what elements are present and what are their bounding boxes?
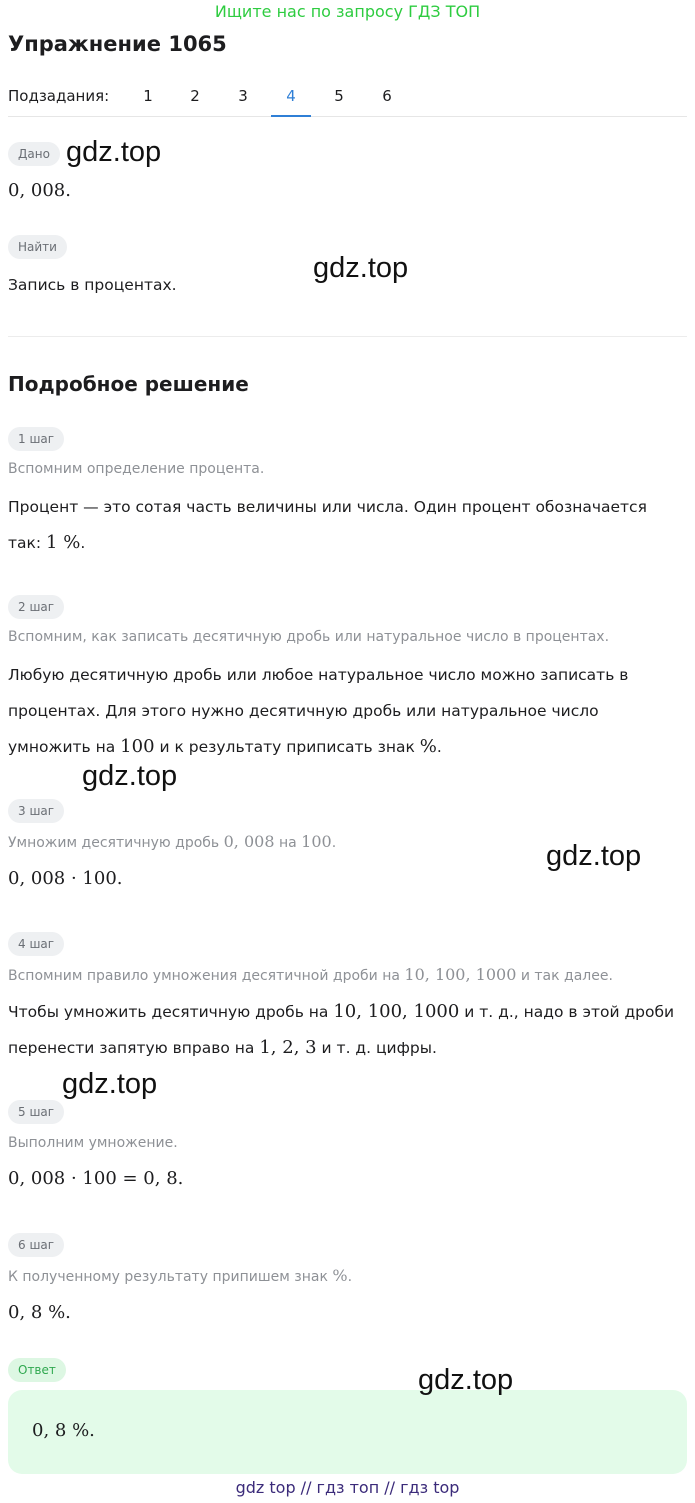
- footer-links: gdz top // гдз топ // гдз top: [235, 1478, 460, 1497]
- tab-subtask-2[interactable]: 2: [190, 87, 200, 105]
- find-badge: Найти: [8, 235, 67, 259]
- watermark-logo: gdz.top: [418, 1364, 514, 1396]
- step-3-hint: Умножим десятичную дробь 0, 008 на 100.: [8, 832, 337, 851]
- step-1-hint: Вспомним определение процента.: [8, 461, 265, 477]
- watermark-logo: gdz.top: [62, 1068, 158, 1100]
- step-5-math: 0, 008 · 100 = 0, 8.: [8, 1168, 184, 1189]
- divider: [8, 336, 687, 337]
- subtasks-label: Подзадания:: [8, 87, 110, 105]
- tab-subtask-5[interactable]: 5: [334, 87, 344, 105]
- tab-subtask-4[interactable]: 4: [271, 87, 311, 117]
- step-3-badge: 3 шаг: [8, 799, 64, 823]
- step-4-text: Чтобы умножить десятичную дробь на 10, 100, 1000 и т. д., надо в этой дроби перенести запятую вправо на 1, 2, 3 и т. д. цифры.: [8, 1001, 675, 1058]
- subtasks-nav: [8, 78, 687, 117]
- tab-subtask-1[interactable]: 1: [143, 87, 153, 105]
- answer-value: 0, 8 %.: [32, 1420, 95, 1441]
- step-3-math: 0, 008 · 100.: [8, 868, 123, 889]
- step-2-badge: 2 шаг: [8, 595, 64, 619]
- watermark-logo: gdz.top: [82, 760, 178, 792]
- step-4-hint: Вспомним правило умножения десятичной дроби на 10, 100, 1000 и так далее.: [8, 965, 613, 984]
- step-2-hint: Вспомним, как записать десятичную дробь или натуральное число в процентах.: [8, 629, 610, 645]
- given-badge: Дано: [8, 142, 60, 166]
- tab-subtask-3[interactable]: 3: [238, 87, 248, 105]
- answer-box: [8, 1390, 687, 1474]
- step-6-hint: К полученному результату припишем знак %.: [8, 1266, 353, 1285]
- tab-subtask-6[interactable]: 6: [382, 87, 392, 105]
- step-2-text: Любую десятичную дробь или любое натуральное число можно записать в процентах. Для этого нужно десятичную дробь или натуральное число умножить на 100 и к результату приписать знак %.: [8, 666, 629, 757]
- watermark-logo: gdz.top: [313, 252, 409, 284]
- page-title: Упражнение 1065: [8, 32, 227, 56]
- watermark-logo: gdz.top: [546, 840, 642, 872]
- step-1-badge: 1 шаг: [8, 427, 64, 451]
- step-6-badge: 6 шаг: [8, 1233, 64, 1257]
- answer-badge: Ответ: [8, 1358, 66, 1382]
- given-value: 0, 008.: [8, 180, 71, 201]
- step-5-badge: 5 шаг: [8, 1100, 64, 1124]
- step-4-badge: 4 шаг: [8, 932, 64, 956]
- step-1-text: Процент — это сотая часть величины или числа. Один процент обозначается так: 1 %.: [8, 498, 647, 553]
- find-text: Запись в процентах.: [8, 276, 177, 294]
- watermark-logo: gdz.top: [66, 136, 162, 168]
- step-6-math: 0, 8 %.: [8, 1302, 71, 1323]
- step-5-hint: Выполним умножение.: [8, 1135, 178, 1151]
- search-banner: Ищите нас по запросу ГДЗ ТОП: [214, 2, 481, 21]
- solution-title: Подробное решение: [8, 372, 249, 396]
